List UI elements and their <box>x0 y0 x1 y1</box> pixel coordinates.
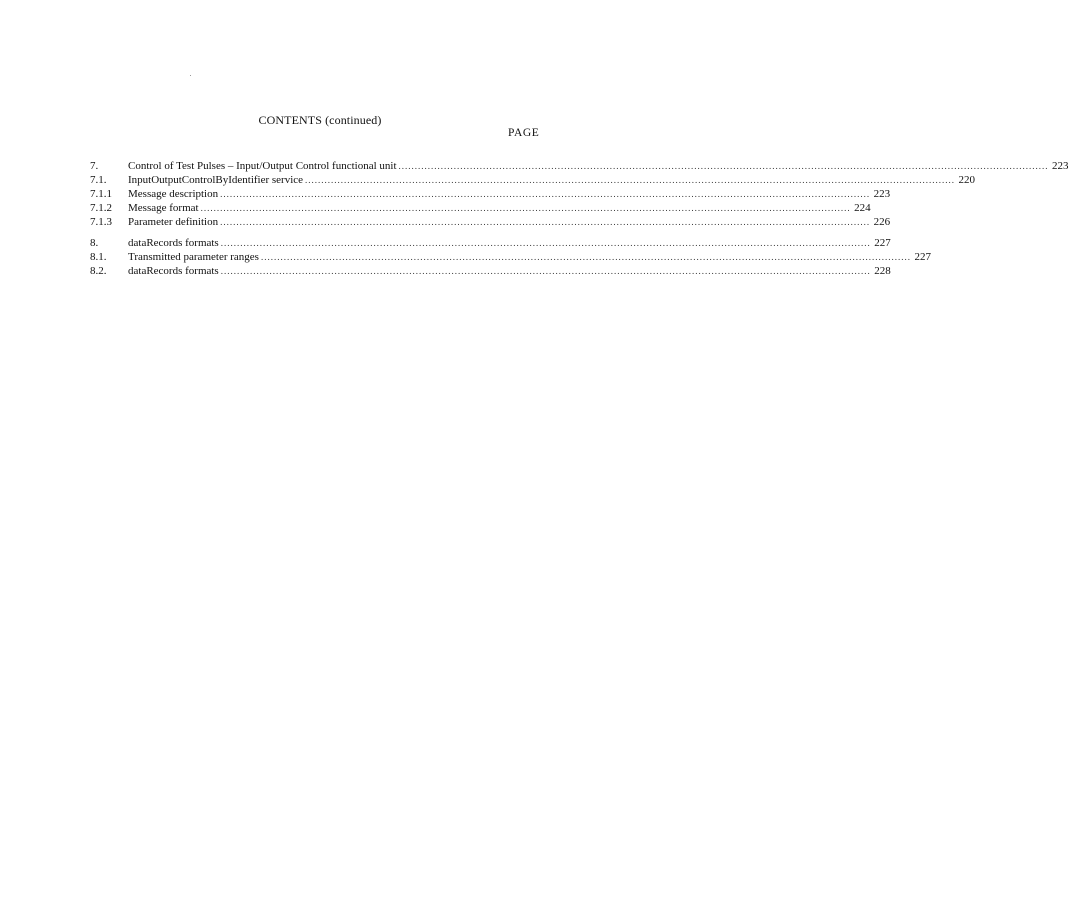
toc-entry-page: 227 <box>874 237 891 249</box>
dot-leader: ........................................................................................................................................................................................................ <box>260 252 911 262</box>
dot-leader: ........................................................................................................................................................................................................ <box>200 203 851 213</box>
toc-entry-title: Message format <box>128 202 199 214</box>
toc-entry-number: 8.2. <box>90 265 107 277</box>
toc-entry-number: 7. <box>90 160 99 172</box>
toc-entry-title: Control of Test Pulses – Input/Output Control functional unit <box>128 160 397 172</box>
scan-speck <box>190 75 191 76</box>
toc-entry-title: Transmitted parameter ranges <box>128 251 259 263</box>
toc-entry-number: 8.1. <box>90 251 107 263</box>
toc-entry[interactable] <box>90 159 1069 173</box>
toc-group-7 <box>90 159 1069 229</box>
toc-entry-title: Parameter definition <box>128 216 219 228</box>
dot-leader: ........................................................................................................................................................................................................ <box>220 189 871 199</box>
toc-entry-title: InputOutputControlByIdentifier service <box>128 174 304 186</box>
toc-entry-page: 227 <box>914 251 931 263</box>
toc-entry-number: 7.1.3 <box>90 216 112 228</box>
dot-leader: ........................................................................................................................................................................................................ <box>220 217 871 227</box>
toc-entry[interactable] <box>90 215 891 229</box>
toc-entry-number: 8. <box>90 237 99 249</box>
dot-leader: ........................................................................................................................................................................................................ <box>305 175 956 185</box>
toc-entry-page: 220 <box>958 174 976 186</box>
toc-group-8 <box>90 236 931 278</box>
toc-entry[interactable] <box>90 201 871 215</box>
toc-entry-page: 226 <box>873 216 891 228</box>
toc-entry-page: 223 <box>873 188 891 200</box>
toc-entry-number: 7.1. <box>90 174 107 186</box>
toc-entry[interactable] <box>90 236 891 250</box>
toc-entry-title: dataRecords formats <box>128 237 219 249</box>
toc-entry-page: 228 <box>874 265 891 277</box>
toc-entry-page: 223 <box>1052 160 1069 172</box>
dot-leader: ........................................................................................................................................................................................................ <box>220 238 871 248</box>
toc-entry-page: 224 <box>854 202 871 214</box>
toc-entry[interactable] <box>90 173 976 187</box>
table-of-contents <box>90 159 1069 285</box>
dot-leader: ........................................................................................................................................................................................................ <box>220 266 871 276</box>
page-column-heading: PAGE <box>508 127 540 139</box>
toc-entry[interactable] <box>90 250 931 264</box>
toc-entry-title: dataRecords formats <box>128 265 219 277</box>
toc-entry[interactable] <box>90 264 891 278</box>
contents-title: CONTENTS (continued) <box>258 113 382 127</box>
toc-entry-number: 7.1.1 <box>90 188 112 200</box>
dot-leader: ........................................................................................................................................................................................................ <box>398 161 1049 171</box>
toc-entry-number: 7.1.2 <box>90 202 112 214</box>
toc-entry-title: Message description <box>128 188 219 200</box>
toc-entry[interactable] <box>90 187 891 201</box>
